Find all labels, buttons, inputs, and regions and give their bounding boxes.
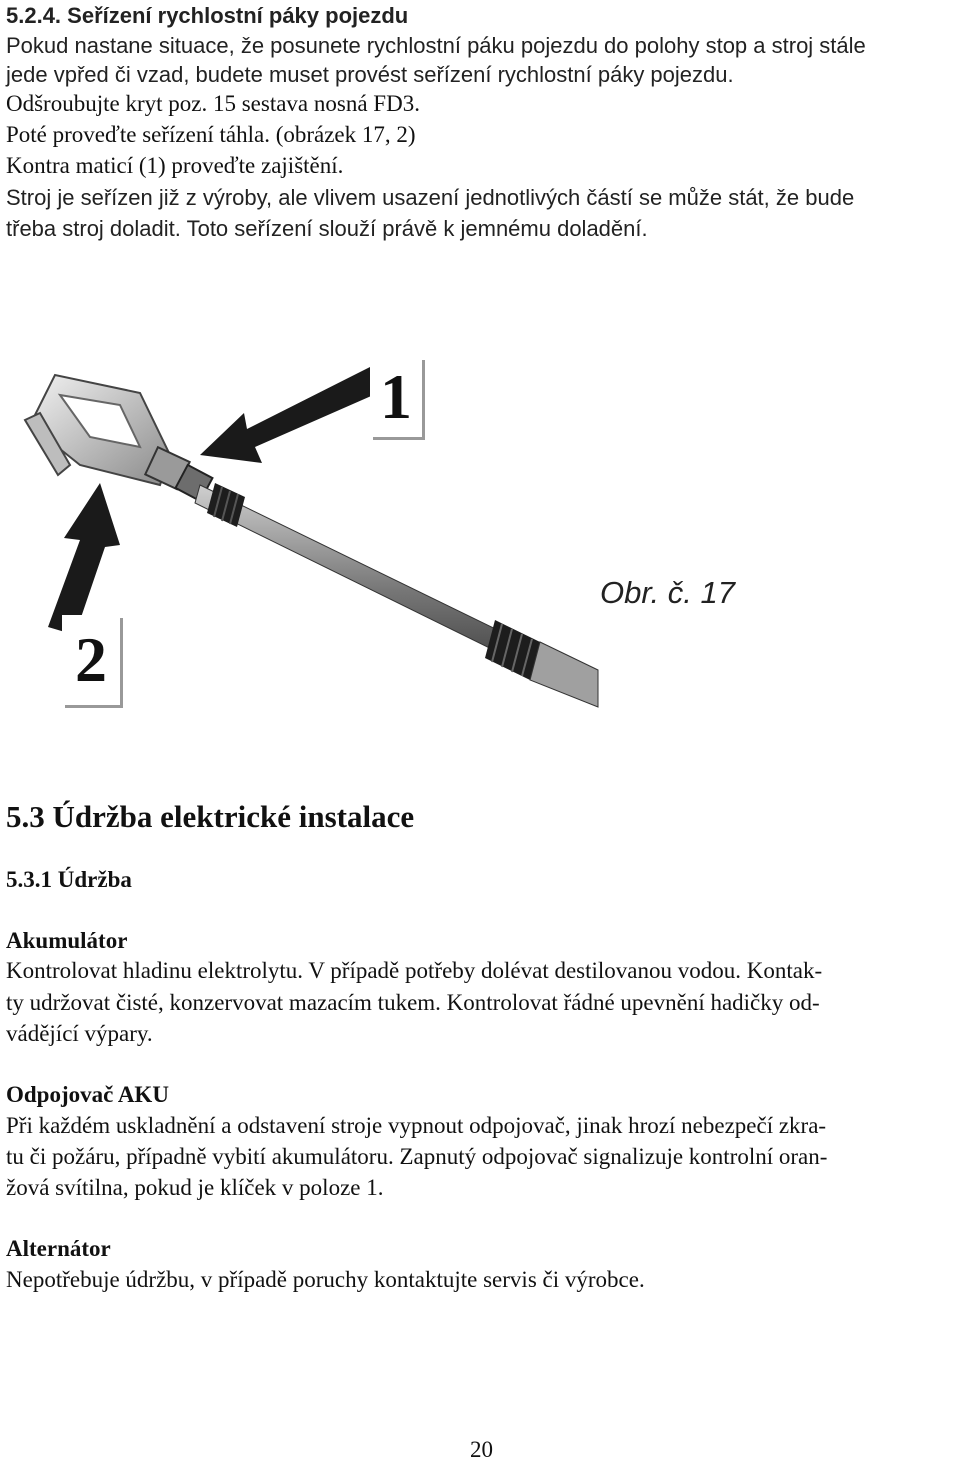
- body-line: Odšroubujte kryt poz. 15 sestava nosná FD3.: [6, 91, 420, 116]
- body-line: Poté proveďte seřízení táhla. (obrázek 17, 2): [6, 122, 416, 147]
- arrow-1-icon: [200, 367, 378, 463]
- body-line: Pokud nastane situace, že posunete rychlostní páku pojezdu do polohy stop a stroj stále: [6, 33, 866, 58]
- body-line: Při každém uskladnění a odstavení stroje vypnout odpojovač, jinak hrozí nebezpečí zkra-: [6, 1113, 827, 1138]
- akumulator-title: Akumulátor: [6, 928, 128, 953]
- body-line: třeba stroj doladit. Toto seřízení slouží právě k jemnému doladění.: [6, 216, 648, 241]
- body-line: žová svítilna, pokud je klíček v poloze 1.: [6, 1175, 384, 1200]
- figure-label-1: 1: [370, 357, 422, 437]
- body-line: Stroj je seřízen již z výroby, ale vlivem usazení jednotlivých částí se může stát, že bude: [6, 185, 855, 210]
- section-heading-531: 5.3.1 Údržba: [6, 867, 132, 892]
- page-number: 20: [470, 1437, 493, 1462]
- body-line: jede vpřed či vzad, budete muset provést seřízení rychlostní páky pojezdu.: [6, 62, 734, 87]
- figure-caption: Obr. č. 17: [600, 575, 735, 610]
- body-line: ty udržovat čisté, konzervovat mazacím tukem. Kontrolovat řádné upevnění hadičky od-: [6, 990, 820, 1015]
- body-line: vádějící výpary.: [6, 1021, 153, 1046]
- arrow-2-icon: [48, 483, 120, 635]
- body-line: tu či požáru, případně vybití akumulátoru. Zapnutý odpojovač signalizuje kontrolní oran-: [6, 1144, 828, 1169]
- alternator-title: Alternátor: [6, 1236, 111, 1261]
- clevis-fork: [25, 375, 190, 489]
- section-heading-524: 5.2.4. Seřízení rychlostní páky pojezdu: [6, 3, 409, 28]
- body-line: Kontra maticí (1) proveďte zajištění.: [6, 153, 344, 178]
- body-line: Kontrolovat hladinu elektrolytu. V případě potřeby dolévat destilovanou vodou. Kontak-: [6, 958, 823, 983]
- figure-17: [0, 335, 600, 715]
- rod: [195, 483, 598, 707]
- odpojovac-title: Odpojovač AKU: [6, 1082, 169, 1107]
- body-line: Nepotřebuje údržbu, v případě poruchy kontaktujte servis či výrobce.: [6, 1267, 645, 1292]
- section-heading-53: 5.3 Údržba elektrické instalace: [6, 799, 415, 834]
- figure-label-2: 2: [62, 615, 120, 705]
